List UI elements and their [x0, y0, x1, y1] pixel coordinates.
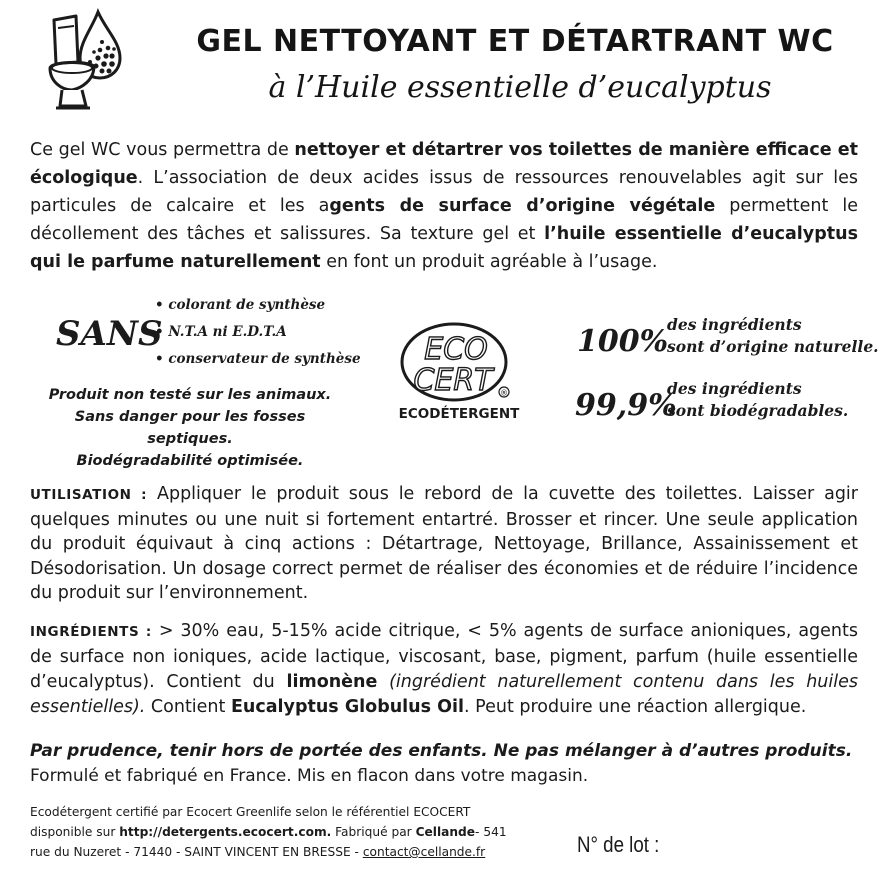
lot-number-label: N° de lot : [577, 832, 660, 857]
contact-email-link[interactable]: contact@cellande.fr [362, 845, 486, 859]
maker-name: Cellande [415, 825, 476, 839]
product-title: GEL NETTOYANT ET DÉTARTRANT WC [196, 24, 834, 59]
claim-line: Sans danger pour les fosses septiques. [74, 409, 306, 447]
product-subtitle: à l’Huile essentielle d’eucalyptus [268, 70, 772, 105]
ecocert-line2: CERT [413, 363, 493, 398]
usage-label: UTILISATION : [30, 487, 148, 503]
ecocert-caption: ECODÉTERGENT [398, 406, 520, 422]
stat-natural-value: 100% [577, 324, 669, 359]
usage-section [30, 482, 858, 606]
ecocert-link[interactable]: http://detergents.ecocert.com. [119, 825, 332, 839]
intro-paragraph: Ce gel WC vous permettra de nettoyer et détartrer vos toilettes de manière efficace et écologique. L’association de deux acides issus de ressources renouvelables agit sur les particules de calcaire et les agents de surface d’origine végétale permettent le décollement des tâches et salissures. Sa texture gel et l’huile essentielle d’eucalyptus qui le parfume naturellement en font un produit agréable à l’usage. [30, 140, 858, 272]
stat-biodegradable-text: des ingrédients sont biodégradables. [667, 379, 849, 420]
stat-biodegradable-value: 99,9% [575, 388, 677, 423]
without-list [155, 292, 361, 373]
toilet-drop-icon [42, 6, 130, 116]
product-claims [40, 384, 340, 472]
ingredients-label: INGRÉDIENTS : [30, 624, 152, 640]
origin-note: Formulé et fabriqué en France. Mis en flacon dans votre magasin. [30, 766, 589, 786]
safety-warning: Par prudence, tenir hors de portée des enfants. Ne pas mélanger à d’autres produits. [30, 741, 853, 761]
list-item: • N.T.A ni E.D.T.A [155, 324, 287, 340]
claim-line: Produit non testé sur les animaux. [48, 387, 332, 403]
list-item: • conservateur de synthèse [155, 351, 361, 367]
sans-label: SANS [56, 314, 163, 354]
registered-mark: ® [500, 388, 508, 398]
warnings-section [30, 739, 858, 789]
stat-natural-text: des ingrédients sont d’origine naturelle. [667, 315, 879, 356]
ingredients-section: INGRÉDIENTS : > 30% eau, 5-15% acide citrique, < 5% agents de surface anioniques, agents de surface non ioniques, acide lactique, viscosant, base, pigment, parfum (huile essentielle d’eucalyptus). Contient du limonène (ingrédient naturellement contenu dans les huiles essentielles). Contient Eucalyptus Globulus Oil. Peut produire une réaction allergique. [30, 621, 858, 717]
usage-text: Appliquer le produit sous le rebord de la cuvette des toilettes. Laisser agir quelques minutes ou une nuit si fortement entartré. Brosser et rincer. Une seule application du produit équivaut à cinq actions : Détartrage, Nettoyage, Brillance, Assainissement et Désodorisation. Un dosage correct permet de réaliser des économies et de réduire l’incidence du produit sur l’environnement. [30, 484, 858, 603]
certification-footer: Ecodétergent certifié par Ecocert Greenlife selon le référentiel ECOCERT disponible sur http://detergents.ecocert.com. Fabriqué par Cellande- 541 rue du Nuzeret - 71440 - SAINT VINCENT EN BRESSE - contact@cellande.fr [30, 805, 507, 859]
claim-line: Biodégradabilité optimisée. [76, 453, 304, 469]
ecocert-line1: ECO [424, 332, 488, 367]
ecocert-logo [398, 318, 520, 422]
list-item: • colorant de synthèse [155, 297, 326, 313]
